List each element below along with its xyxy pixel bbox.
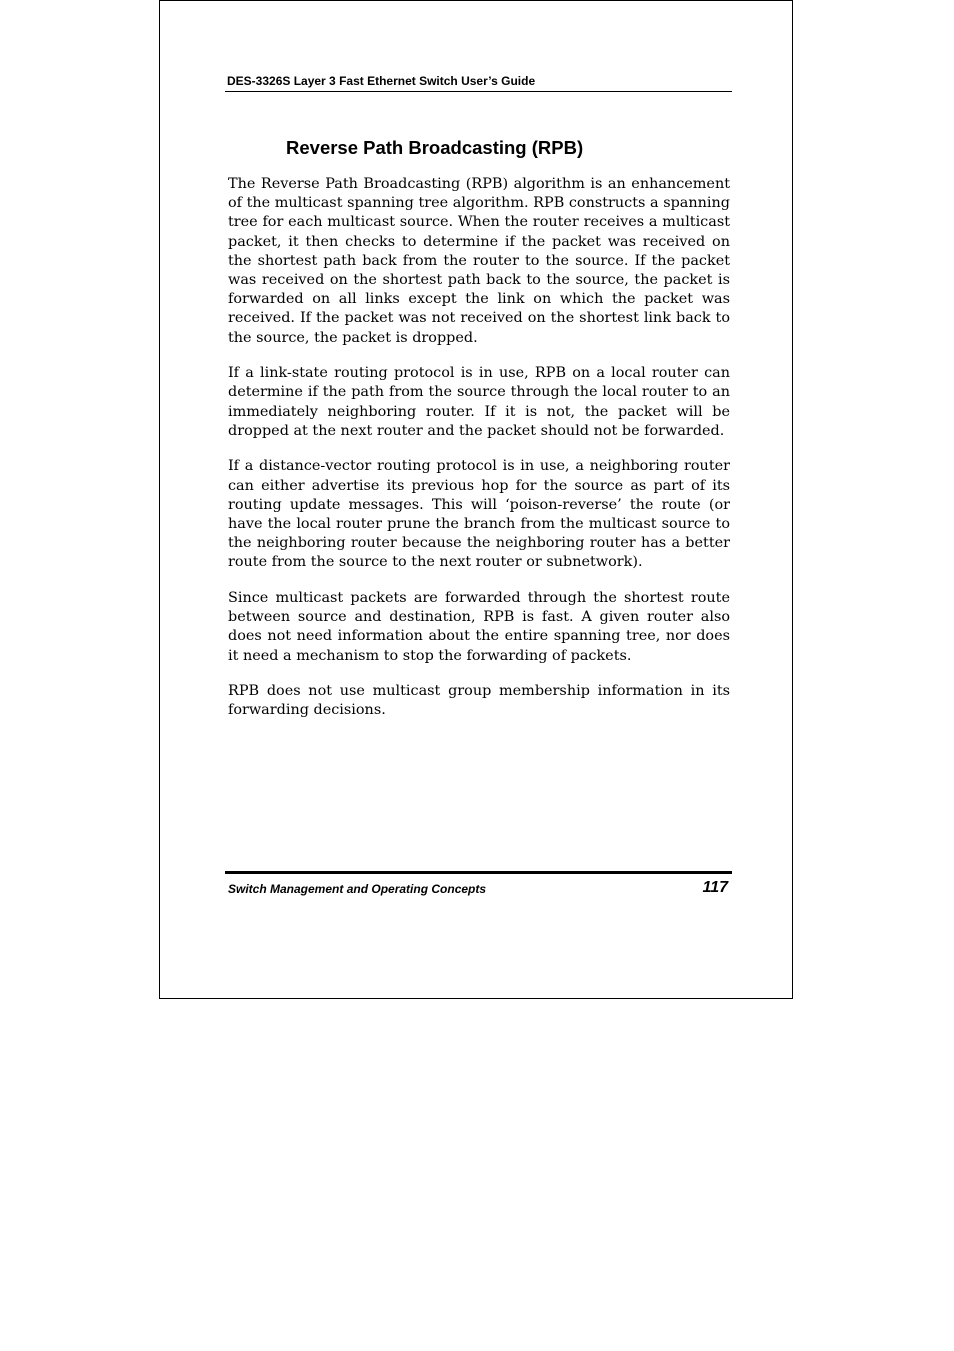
paragraph: If a distance-vector routing protocol is in use, a neighboring router can either advertise its previous hop for the source as part of its routing update messages. This will ‘poison-reverse’ the route (or have the local router prune the branch from the multicast source to the neighboring router because the neighboring router has a better route from the source to the next router or subnetwork). <box>228 458 730 571</box>
footer-rule <box>225 871 732 874</box>
running-header: DES-3326S Layer 3 Fast Ethernet Switch User’s Guide <box>227 74 536 88</box>
paragraph: If a link-state routing protocol is in use, RPB on a local router can determine if the path from the source through the local router to an immediately neighboring router. If it is not, the packet will be dropped at the next router and the packet should not be forwarded. <box>228 365 730 439</box>
body-text <box>228 175 730 721</box>
page-number: 117 <box>702 879 728 896</box>
paragraph: RPB does not use multicast group membership information in its forwarding decisions. <box>228 683 730 719</box>
footer-section-name: Switch Management and Operating Concepts <box>228 882 487 896</box>
paragraph: The Reverse Path Broadcasting (RPB) algorithm is an enhancement of the multicast spanning tree algorithm. RPB constructs a spanning tree for each multicast source. When the router receives a multicast packet, it then checks to determine if the packet was received on the shortest path back from the router to the source. If the packet was received on the shortest path back to the source, the packet is forwarded on all links except the link on which the packet was received. If the packet was not received on the shortest link back to the source, the packet is dropped. <box>228 176 730 346</box>
section-title: Reverse Path Broadcasting (RPB) <box>286 137 584 158</box>
paragraph: Since multicast packets are forwarded through the shortest route between source and destination, RPB is fast. A given router also does not need information about the entire spanning tree, nor does it need a mechanism to stop the forwarding of packets. <box>228 590 730 664</box>
header-rule <box>225 91 732 92</box>
